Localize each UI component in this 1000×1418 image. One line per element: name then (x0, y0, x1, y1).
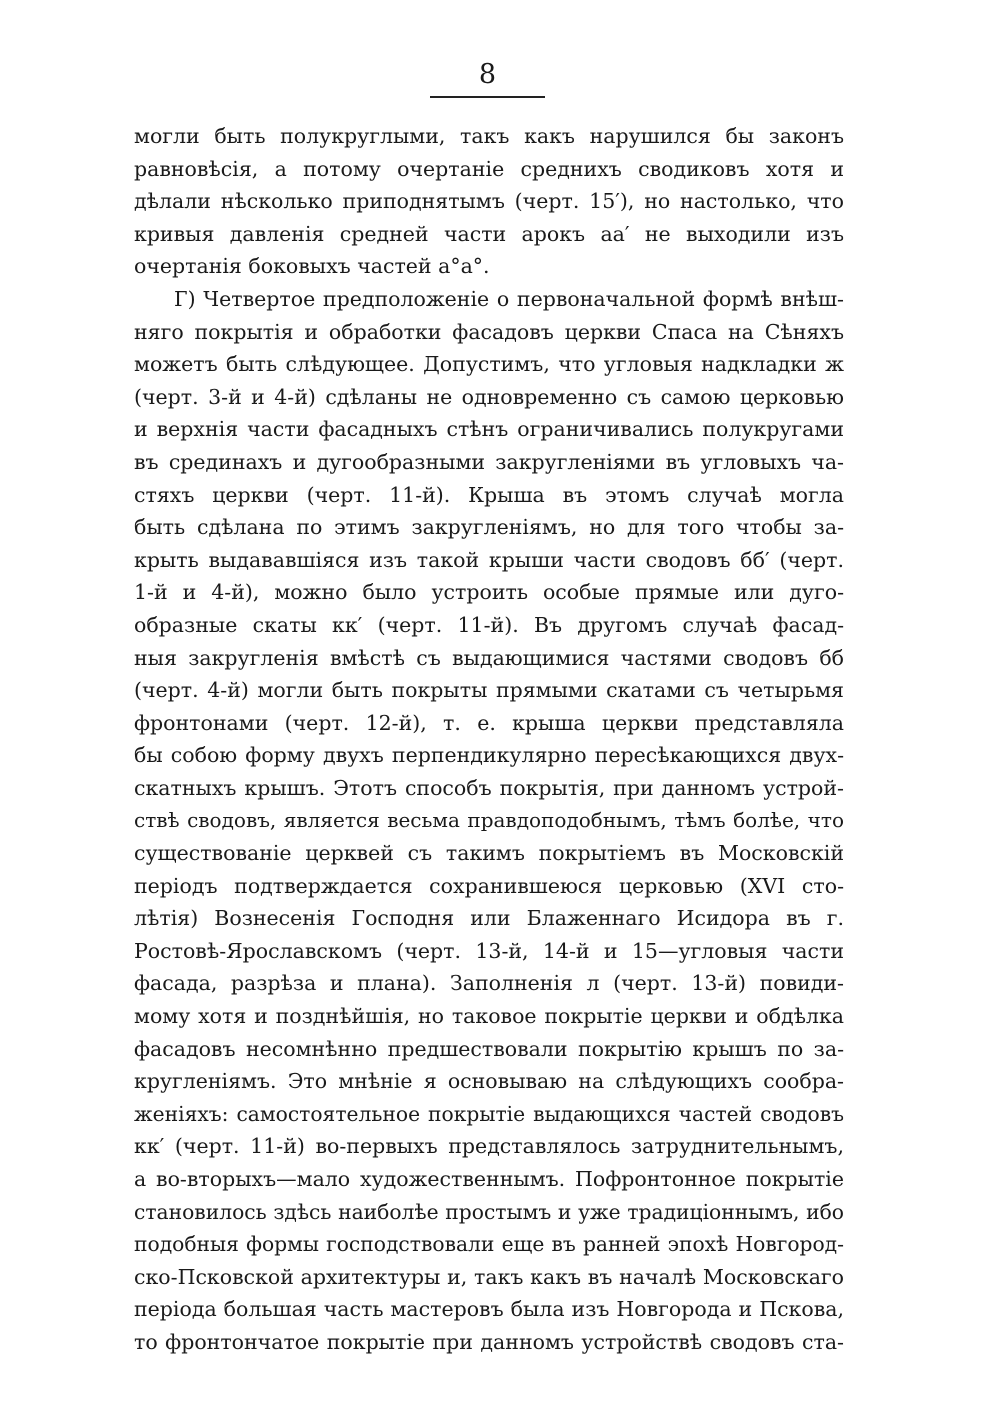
text-line: бы собою форму двухъ перпендикулярно пересѣкающихся двух- (134, 743, 844, 768)
text-line: и верхнія части фасадныхъ стѣнъ ограничивались полукругами (134, 417, 844, 442)
text-line: крыть выдававшіяся изъ такой крыши части сводовъ бб′ (черт. (134, 547, 844, 572)
text-line: а во-вторыхъ—мало художественнымъ. Пофронтонное покрытіе (134, 1167, 844, 1191)
text-line: становилось здѣсь наиболѣе простымъ и уже традиціоннымъ, ибо (134, 1199, 844, 1224)
text-line: образные скаты кк′ (черт. 11-й). Въ другомъ случаѣ фасад- (134, 612, 844, 637)
text-line: стяхъ церкви (черт. 11-й). Крыша въ этомъ случаѣ могла (134, 482, 844, 507)
text-line: кк′ (черт. 11-й) во-первыхъ представлялось затруднительнымъ, (134, 1134, 844, 1159)
paragraph-start-line: Г) Четвертое предположеніе о первоначальной формѣ внѣш- (174, 286, 844, 311)
text-line: ско-Псковской архитектуры и, такъ какъ въ началѣ Московскаго (134, 1264, 844, 1289)
text-line: ныя закругленія вмѣстѣ съ выдающимися частями сводовъ бб (134, 645, 844, 670)
text-line: женіяхъ: самостоятельное покрытіе выдающихся частей сводовъ (134, 1101, 844, 1126)
text-line: могли быть полукруглыми, такъ какъ нарушился бы законъ (134, 124, 844, 148)
body-text (134, 120, 844, 1359)
text-line: фронтонами (черт. 12-й), т. е. крыша церкви представляла (134, 710, 844, 735)
text-line: періодъ подтверждается сохранившеюся церковью (XVI сто- (134, 873, 844, 898)
text-line: въ срединахъ и дугообразными закругленіями въ угловыхъ ча- (134, 449, 844, 474)
text-line: дѣлали нѣсколько приподнятымъ (черт. 15′), но настолько, что (134, 189, 844, 214)
page-number: 8 (478, 59, 497, 90)
text-line: кривыя давленія средней части арокъ aa′ не выходили изъ (134, 221, 844, 246)
text-line: подобныя формы господствовали еще въ ранней эпохѣ Новгород- (134, 1232, 844, 1257)
text-line: няго покрытія и обработки фасадовъ церкви Спаса на Сѣняхъ (134, 319, 844, 344)
text-line: быть сдѣлана по этимъ закругленіямъ, но для того чтобы за- (134, 515, 844, 540)
text-line: скатныхъ крышъ. Этотъ способъ покрытія, при данномъ устрой- (134, 775, 844, 800)
text-line: можетъ быть слѣдующее. Допустимъ, что угловыя надкладки ж (134, 352, 844, 377)
text-line: 1-й и 4-й), можно было устроить особые прямые или дуго- (134, 580, 844, 605)
text-line: очертанія боковыхъ частей a°a°. (134, 254, 490, 279)
text-line: періода большая часть мастеровъ была изъ Новгорода и Пскова, (134, 1297, 844, 1322)
text-line: (черт. 4-й) могли быть покрыты прямыми скатами съ четырьмя (134, 678, 844, 703)
text-line: ствѣ сводовъ, является весьма правдоподобнымъ, тѣмъ болѣе, что (134, 808, 844, 833)
text-line: фасадовъ несомнѣнно предшествовали покрытію крышъ по за- (134, 1036, 844, 1061)
text-line: кругленіямъ. Это мнѣніе я основываю на слѣдующихъ сообра- (134, 1069, 844, 1094)
text-line: равновѣсія, а потому очертаніе среднихъ сводиковъ хотя и (134, 156, 844, 181)
text-line: фасада, разрѣза и плана). Заполненія л (черт. 13-й) повиди- (134, 971, 844, 996)
text-line: существованіе церквей съ такимъ покрытіемъ въ Московскій (134, 841, 844, 866)
text-line: (черт. 3-й и 4-й) сдѣланы не одновременно съ самою церковью (134, 384, 844, 409)
text-line: мому хотя и позднѣйшія, но таковое покрытіе церкви и обдѣлка (134, 1004, 844, 1029)
text-line: Ростовѣ-Ярославскомъ (черт. 13-й, 14-й и 15—угловыя части (134, 938, 844, 963)
header-rule (430, 96, 545, 98)
text-line: лѣтія) Вознесенія Господня или Блаженнаго Исидора въ г. (134, 906, 844, 931)
text-line: то фронтончатое покрытіе при данномъ устройствѣ сводовъ ста- (134, 1329, 844, 1354)
